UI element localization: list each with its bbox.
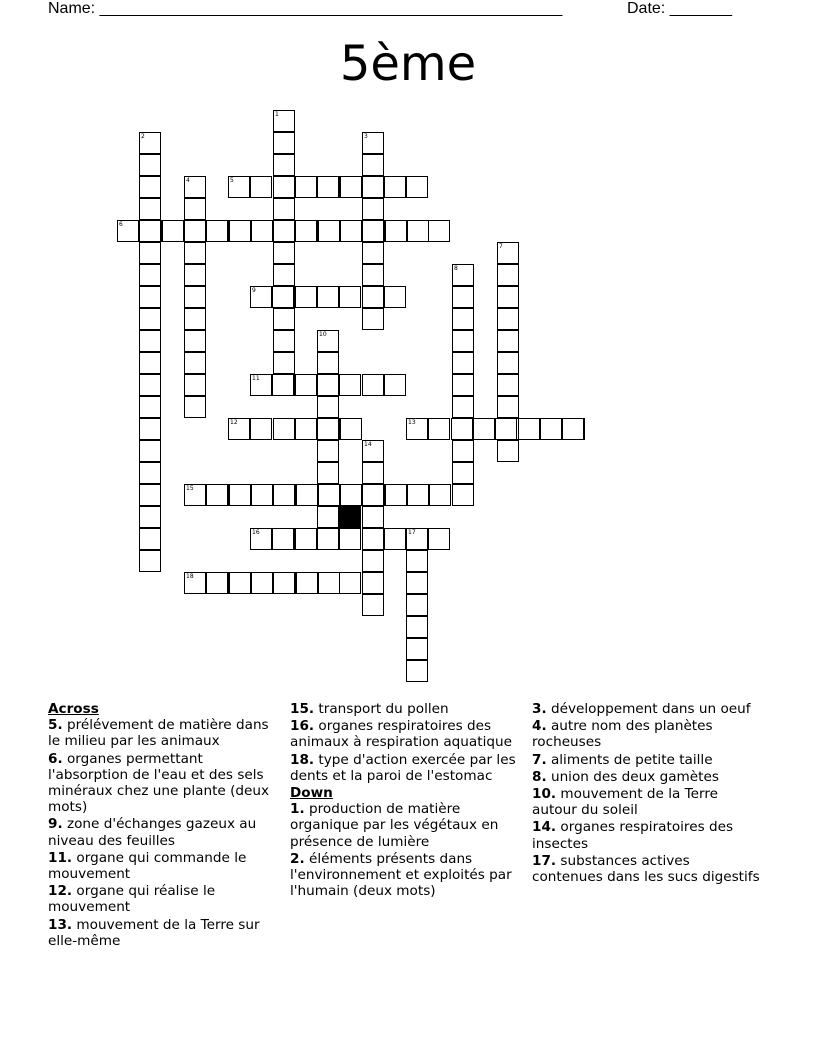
grid-cell[interactable] [518, 418, 540, 440]
clue-across-18 [290, 752, 522, 784]
clue-down-2 [290, 851, 522, 900]
clue-text: organe qui commande le mouvement [48, 849, 247, 883]
grid-cell[interactable] [139, 198, 161, 220]
grid-cell[interactable] [406, 616, 428, 638]
grid-cell[interactable] [139, 308, 161, 330]
grid-cell[interactable] [250, 418, 272, 440]
clue-text: mouvement de la Terre sur elle-même [48, 916, 260, 949]
clue-number: 14. [532, 819, 557, 836]
clue-text: substances actives contenues dans les sucs digestifs [532, 852, 760, 886]
cell-clue-number: 13 [408, 419, 416, 426]
clue-text: organes permettant l'absorption de l'eau et des sels minéraux chez une plante (deux mots) [48, 750, 270, 816]
clue-number: 3. [532, 701, 547, 717]
clue-text: aliments de petite taille [550, 751, 713, 768]
grid-cell[interactable] [228, 418, 250, 440]
clue-down-8 [532, 769, 764, 785]
clue-number: 1. [290, 801, 305, 818]
clue-down-3 [532, 701, 764, 717]
cell-clue-number: 16 [252, 529, 260, 536]
grid-cell[interactable] [406, 594, 428, 616]
clue-down-14 [532, 819, 764, 851]
clue-text: mouvement de la Terre autour du soleil [532, 786, 718, 819]
grid-cell[interactable] [362, 198, 384, 220]
grid-cell[interactable] [452, 374, 474, 396]
grid-cell[interactable] [452, 286, 474, 308]
cell-clue-number: 9 [252, 287, 256, 294]
clue-number: 9. [48, 816, 63, 833]
grid-cell[interactable] [184, 572, 206, 594]
grid-cell[interactable] [429, 484, 451, 506]
grid-cell[interactable] [229, 572, 251, 594]
grid-cell[interactable] [117, 220, 139, 242]
clue-number: 17. [532, 852, 557, 869]
grid-cell[interactable] [184, 220, 206, 242]
grid-cell[interactable] [317, 418, 339, 440]
grid-cell[interactable] [340, 220, 362, 242]
clue-text: organe qui réalise le mouvement [48, 883, 216, 916]
grid-cell[interactable] [384, 286, 406, 308]
across-heading: Across [48, 701, 99, 717]
grid-cell[interactable] [295, 176, 317, 198]
cell-clue-number: 8 [454, 265, 458, 272]
clue-across-13 [48, 917, 280, 949]
grid-cell[interactable] [451, 418, 473, 440]
clue-down-7 [532, 752, 764, 768]
clue-text: organes respiratoires des insectes [532, 819, 734, 852]
grid-cell[interactable] [406, 176, 428, 198]
grid-cell[interactable] [497, 374, 519, 396]
grid-cell[interactable] [295, 418, 317, 440]
grid-cell[interactable] [407, 484, 429, 506]
clue-down-1 [290, 801, 522, 850]
grid-cell[interactable] [339, 286, 361, 308]
cell-clue-number: 18 [186, 573, 194, 580]
grid-cell[interactable] [139, 286, 161, 308]
grid-cell[interactable] [139, 528, 161, 550]
grid-cell[interactable] [384, 528, 406, 550]
grid-cell[interactable] [251, 572, 273, 594]
cell-clue-number: 4 [186, 177, 190, 184]
grid-cell[interactable] [184, 308, 206, 330]
grid-cell[interactable] [139, 462, 161, 484]
grid-cell[interactable] [362, 132, 384, 154]
grid-cell[interactable] [251, 484, 273, 506]
grid-cell[interactable] [184, 484, 206, 506]
grid-cell[interactable] [339, 572, 361, 594]
grid-cell[interactable] [206, 220, 228, 242]
grid-cell[interactable] [497, 242, 519, 264]
grid-cell[interactable] [184, 396, 206, 418]
grid-cell[interactable] [497, 352, 519, 374]
grid-cell[interactable] [273, 330, 295, 352]
grid-cell[interactable] [296, 572, 318, 594]
grid-cell[interactable] [272, 528, 294, 550]
clue-number: 15. [290, 701, 315, 717]
grid-cell[interactable] [340, 484, 362, 506]
grid-cell[interactable] [362, 264, 384, 286]
grid-cell[interactable] [362, 154, 384, 176]
grid-cell[interactable] [318, 220, 340, 242]
clue-number: 11. [48, 849, 73, 866]
clue-text: éléments présents dans l'environnement et exploités par l'humain (deux mots) [290, 850, 512, 900]
grid-cell[interactable] [184, 352, 206, 374]
cell-clue-number: 10 [319, 331, 327, 338]
grid-cell[interactable] [139, 242, 161, 264]
grid-cell[interactable] [362, 528, 384, 550]
grid-cell[interactable] [362, 242, 384, 264]
clue-text: organes respiratoires des animaux à respiration aquatique [290, 718, 512, 751]
grid-cell[interactable] [273, 110, 295, 132]
clue-number: 8. [532, 768, 547, 785]
cell-clue-number: 15 [186, 485, 194, 492]
grid-cell[interactable] [540, 418, 562, 440]
grid-cell[interactable] [139, 550, 161, 572]
grid-cell[interactable] [428, 418, 450, 440]
grid-cell[interactable] [273, 176, 295, 198]
clue-number: 7. [532, 751, 547, 768]
page-title: 5ème [339, 36, 477, 92]
grid-cell[interactable] [362, 550, 384, 572]
grid-cell[interactable] [406, 550, 428, 572]
clue-text: développement dans un oeuf [550, 701, 751, 717]
clue-number: 2. [290, 850, 305, 867]
grid-cell[interactable] [295, 220, 317, 242]
clue-down-10 [532, 786, 764, 818]
grid-cell[interactable] [495, 418, 517, 440]
grid-cell[interactable] [318, 572, 340, 594]
grid-cell[interactable] [273, 242, 295, 264]
grid-cell[interactable] [452, 330, 474, 352]
grid-cell[interactable] [362, 484, 384, 506]
cell-clue-number: 2 [141, 133, 145, 140]
grid-cell[interactable] [407, 220, 429, 242]
grid-cell[interactable] [184, 374, 206, 396]
clue-text: zone d'échanges gazeux au niveau des feuilles [48, 816, 257, 849]
grid-cell[interactable] [497, 440, 519, 462]
grid-cell[interactable] [250, 176, 272, 198]
grid-cell[interactable] [272, 286, 294, 308]
clue-number: 13. [48, 916, 73, 933]
clue-number: 5. [48, 717, 63, 734]
grid-cell[interactable] [273, 198, 295, 220]
grid-cell[interactable] [339, 528, 361, 550]
clue-text: transport du pollen [318, 701, 449, 717]
grid-cell[interactable] [318, 484, 340, 506]
grid-cell[interactable] [317, 462, 339, 484]
name-field-label: Name: ____________________________________________________ [48, 0, 563, 17]
clue-text: union des deux gamètes [550, 768, 719, 785]
clue-across-5 [48, 717, 280, 749]
grid-cell[interactable] [452, 484, 474, 506]
grid-cell[interactable] [317, 396, 339, 418]
grid-cell[interactable] [362, 286, 384, 308]
grid-cell[interactable] [317, 330, 339, 352]
grid-cell[interactable] [452, 440, 474, 462]
clue-text: type d'action exercée par les dents et la paroi de l'estomac [290, 751, 516, 784]
grid-cell[interactable] [406, 528, 428, 550]
cell-clue-number: 11 [252, 375, 260, 382]
grid-cell[interactable] [250, 374, 272, 396]
grid-cell[interactable] [406, 660, 428, 682]
grid-cell[interactable] [139, 440, 161, 462]
grid-cell[interactable] [250, 286, 272, 308]
clue-down-17 [532, 853, 764, 885]
clue-across-12 [48, 883, 280, 915]
grid-cell[interactable] [385, 484, 407, 506]
grid-cell[interactable] [273, 132, 295, 154]
clue-number: 12. [48, 883, 73, 900]
grid-block-cell [339, 506, 361, 528]
grid-cell[interactable] [497, 286, 519, 308]
grid-cell[interactable] [497, 330, 519, 352]
cell-clue-number: 6 [119, 221, 123, 228]
grid-cell[interactable] [229, 220, 251, 242]
grid-cell[interactable] [206, 572, 228, 594]
cell-clue-number: 3 [364, 133, 368, 140]
cell-clue-number: 5 [230, 177, 234, 184]
grid-cell[interactable] [497, 396, 519, 418]
clue-number: 18. [290, 751, 315, 768]
grid-cell[interactable] [473, 418, 495, 440]
grid-cell[interactable] [139, 330, 161, 352]
down-heading: Down [290, 785, 333, 802]
grid-cell[interactable] [452, 264, 474, 286]
grid-cell[interactable] [272, 374, 294, 396]
grid-cell[interactable] [384, 374, 406, 396]
grid-cell[interactable] [139, 418, 161, 440]
clue-number: 16. [290, 718, 315, 735]
grid-cell[interactable] [184, 176, 206, 198]
clue-text: prélévement de matière dans le milieu par les animaux [48, 717, 269, 750]
clue-across-9 [48, 816, 280, 848]
grid-cell[interactable] [139, 396, 161, 418]
clue-across-11 [48, 850, 280, 882]
grid-cell[interactable] [317, 352, 339, 374]
grid-cell[interactable] [340, 418, 362, 440]
grid-cell[interactable] [139, 484, 161, 506]
grid-cell[interactable] [250, 528, 272, 550]
cell-clue-number: 7 [499, 243, 503, 250]
grid-cell[interactable] [273, 154, 295, 176]
clue-number: 6. [48, 750, 63, 767]
date-field-label: Date: _______ [627, 0, 732, 17]
clue-number: 10. [532, 786, 557, 803]
grid-cell[interactable] [295, 528, 317, 550]
grid-cell[interactable] [139, 352, 161, 374]
grid-cell[interactable] [228, 176, 250, 198]
grid-cell[interactable] [273, 418, 295, 440]
cell-clue-number: 12 [230, 419, 238, 426]
grid-cell[interactable] [362, 176, 384, 198]
clue-across-16 [290, 718, 522, 750]
grid-cell[interactable] [317, 286, 339, 308]
grid-cell[interactable] [362, 594, 384, 616]
grid-cell[interactable] [362, 506, 384, 528]
grid-cell[interactable] [317, 176, 339, 198]
grid-cell[interactable] [452, 462, 474, 484]
grid-cell[interactable] [497, 308, 519, 330]
grid-cell[interactable] [273, 572, 295, 594]
grid-cell[interactable] [273, 220, 295, 242]
grid-cell[interactable] [184, 242, 206, 264]
cell-clue-number: 17 [408, 529, 416, 536]
grid-cell[interactable] [452, 396, 474, 418]
grid-cell[interactable] [139, 176, 161, 198]
grid-cell[interactable] [406, 638, 428, 660]
grid-cell[interactable] [273, 352, 295, 374]
grid-cell[interactable] [229, 484, 251, 506]
clue-number: 4. [532, 718, 547, 735]
grid-cell[interactable] [139, 154, 161, 176]
grid-cell[interactable] [562, 418, 584, 440]
grid-cell[interactable] [295, 286, 317, 308]
grid-cell[interactable] [452, 308, 474, 330]
grid-cell[interactable] [139, 132, 161, 154]
grid-cell[interactable] [295, 374, 317, 396]
grid-cell[interactable] [162, 220, 184, 242]
clues-column-1 [48, 701, 280, 950]
grid-cell[interactable] [362, 440, 384, 462]
clues-column-2 [290, 701, 522, 900]
grid-cell[interactable] [362, 220, 384, 242]
grid-cell[interactable] [296, 484, 318, 506]
clue-down-4 [532, 718, 764, 750]
grid-cell[interactable] [184, 286, 206, 308]
grid-cell[interactable] [139, 374, 161, 396]
grid-cell[interactable] [139, 264, 161, 286]
grid-cell[interactable] [497, 264, 519, 286]
grid-cell[interactable] [362, 308, 384, 330]
grid-cell[interactable] [406, 418, 428, 440]
grid-cell[interactable] [362, 572, 384, 594]
grid-cell[interactable] [273, 308, 295, 330]
grid-cell[interactable] [184, 264, 206, 286]
clue-across-6 [48, 751, 280, 816]
clues-column-3 [532, 701, 764, 886]
grid-cell[interactable] [406, 572, 428, 594]
grid-cell[interactable] [251, 220, 273, 242]
cell-clue-number: 14 [364, 441, 372, 448]
grid-cell[interactable] [184, 198, 206, 220]
grid-cell[interactable] [362, 462, 384, 484]
grid-cell[interactable] [428, 528, 450, 550]
grid-cell[interactable] [317, 374, 339, 396]
cell-clue-number: 1 [275, 111, 279, 118]
grid-cell[interactable] [139, 220, 161, 242]
grid-cell[interactable] [317, 528, 339, 550]
grid-cell[interactable] [362, 374, 384, 396]
grid-cell[interactable] [339, 374, 361, 396]
grid-cell[interactable] [428, 220, 450, 242]
grid-cell[interactable] [317, 506, 339, 528]
clue-text: autre nom des planètes rocheuses [532, 718, 713, 751]
grid-cell[interactable] [385, 220, 407, 242]
grid-cell[interactable] [273, 484, 295, 506]
clue-across-15 [290, 701, 522, 717]
grid-cell[interactable] [273, 264, 295, 286]
grid-cell[interactable] [340, 176, 362, 198]
grid-cell[interactable] [452, 352, 474, 374]
grid-cell[interactable] [384, 176, 406, 198]
clue-text: production de matière organique par les végétaux en présence de lumière [290, 801, 499, 850]
grid-cell[interactable] [139, 506, 161, 528]
grid-cell[interactable] [317, 440, 339, 462]
grid-cell[interactable] [184, 330, 206, 352]
grid-cell[interactable] [206, 484, 228, 506]
